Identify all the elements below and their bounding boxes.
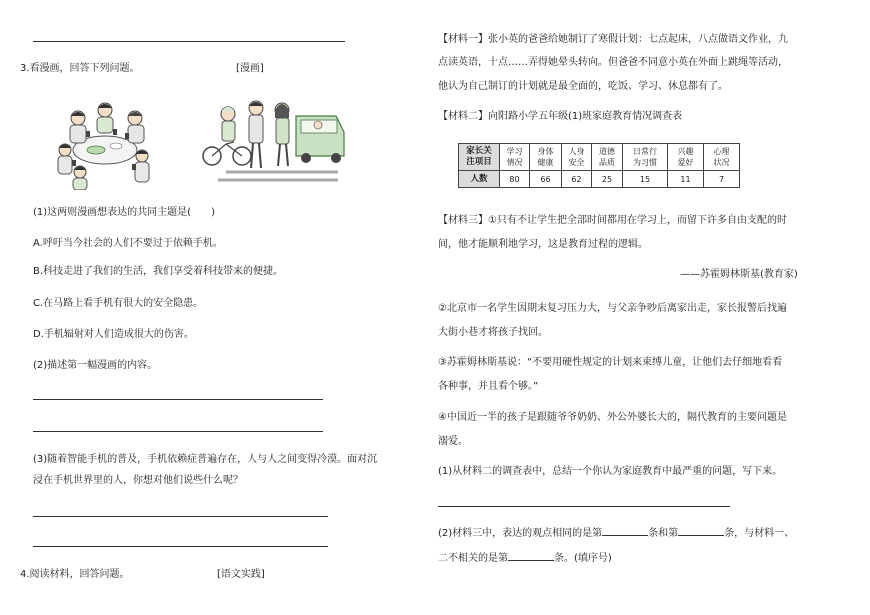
answer-line-q3-3a[interactable] [33, 516, 328, 517]
option-c[interactable]: C.在马路上看手机有很大的安全隐患。 [33, 298, 204, 309]
option-b[interactable]: B.科技走进了我们的生活，我们享受着科技带来的便捷。 [33, 266, 284, 277]
table-corner-header: 家长关 注项目 [459, 144, 500, 171]
material-3-point-3-line1: ③苏霍姆林斯基说：“不要用硬性规定的计划来束缚儿童，让他们去仔细地看看 [438, 357, 783, 368]
answer-line-top [33, 41, 345, 42]
table-row-label: 人数 [459, 171, 500, 188]
material-3-line1: 【材料三】①只有不让学生把全部时间都用在学习上，而留下许多自由支配的时 [438, 215, 787, 226]
table-header-cell: 道德 品质 [592, 144, 623, 171]
table-header-cell: 人身 安全 [562, 144, 592, 171]
fill-blank-2[interactable] [678, 525, 724, 536]
q3-sub-question-1: (1)这两则漫画想表达的共同主题是( ) [33, 207, 215, 218]
material-3-point-2-line2: 大街小巷才将孩子找回。 [438, 327, 548, 338]
table-cell: 11 [668, 171, 704, 188]
cartoon-dinner-table-image [50, 98, 160, 190]
table-header-cell: 日常行 为习惯 [623, 144, 668, 171]
material-3-point-4-line2: 溺爱。 [438, 436, 468, 447]
material-3-line2: 间，他才能顺利地学习，这是教育过程的逻辑。 [438, 239, 648, 250]
q4-sub-question-2-text-c: 条，与材料一、 [724, 528, 795, 539]
cartoon-street-crossing-image [198, 98, 346, 186]
answer-line-q3-2b[interactable] [33, 431, 323, 432]
table-row-values [459, 171, 740, 188]
table-header-cell: 心理 状况 [704, 144, 740, 171]
answer-line-q3-2a[interactable] [33, 399, 323, 400]
option-a[interactable]: A.呼吁当今社会的人们不要过于依赖手机。 [33, 238, 223, 249]
table-cell: 66 [530, 171, 562, 188]
table-cell: 25 [592, 171, 623, 188]
q4-sub-question-2-text-d: 二不相关的是第 [438, 553, 508, 564]
table-header-cell: 兴趣 爱好 [668, 144, 704, 171]
answer-line-q4-1[interactable] [438, 506, 730, 507]
fill-blank-1[interactable] [602, 525, 648, 536]
table-header-cell: 学习 情况 [500, 144, 530, 171]
material-1-line3: 他认为自己制订的计划就是最全面的，吃饭、学习、休息都有了。 [438, 81, 728, 92]
answer-line-q3-3b[interactable] [33, 546, 328, 547]
table-cell: 7 [704, 171, 740, 188]
option-d[interactable]: D.手机辐射对人们造成很大的伤害。 [33, 329, 194, 340]
q3-sub-question-3-line1: (3)随着智能手机的普及，手机依赖症普遍存在，人与人之间变得冷漠。面对沉 [33, 454, 378, 465]
material-1-line1: 【材料一】张小英的爸爸给她制订了寒假计划：七点起床，八点做语文作业，九 [438, 34, 788, 45]
material-3-point-4-line1: ④中国近一半的孩子是跟随爷爷奶奶、外公外婆长大的，隔代教育的主要问题是 [438, 412, 787, 423]
q3-tag: [漫画] [236, 63, 264, 74]
table-cell: 80 [500, 171, 530, 188]
q3-title: 3.看漫画，回答下列问题。 [20, 63, 140, 74]
material-2-title: 【材料二】向阳路小学五年级(1)班家庭教育情况调查表 [438, 111, 683, 122]
table-cell: 62 [562, 171, 592, 188]
q4-sub-question-2-text-b: 条和第 [648, 528, 679, 539]
table-header-cell: 身体 健康 [530, 144, 562, 171]
material-3-point-2-line1: ②北京市一名学生因期末复习压力大，与父亲争吵后离家出走，家长报警后找遍 [438, 303, 787, 314]
q3-sub-question-3-line2: 浸在手机世界里的人，你想对他们说些什么呢？ [33, 475, 243, 486]
q3-sub-question-2: (2)描述第一幅漫画的内容。 [33, 360, 158, 371]
q4-sub-question-1: (1)从材料二的调查表中，总结一个你认为家庭教育中最严重的问题，写下来。 [438, 466, 783, 477]
q4-sub-question-2-text-a: (2)材料三中，表达的观点相同的是第 [438, 528, 603, 539]
q4-sub-question-2-line2 [438, 550, 612, 566]
material-3-author: ——苏霍姆林斯基(教育家) [680, 269, 798, 280]
table-row-header [459, 144, 740, 171]
material-1-line2: 点读英语，十点……弄得她晕头转向。但爸爸不同意小英在外面上跳绳等活动， [438, 57, 788, 68]
fill-blank-3[interactable] [508, 550, 554, 561]
q4-sub-question-2-line1 [438, 525, 794, 541]
q4-title: 4.阅读材料，回答问题。 [20, 569, 130, 580]
table-cell: 15 [623, 171, 668, 188]
q4-sub-question-2-text-e: 条。(填序号) [554, 553, 612, 564]
survey-table [458, 143, 740, 188]
q4-tag: [语文实践] [217, 569, 265, 580]
material-3-point-3-line2: 各种事，并且看个够。” [438, 381, 539, 392]
